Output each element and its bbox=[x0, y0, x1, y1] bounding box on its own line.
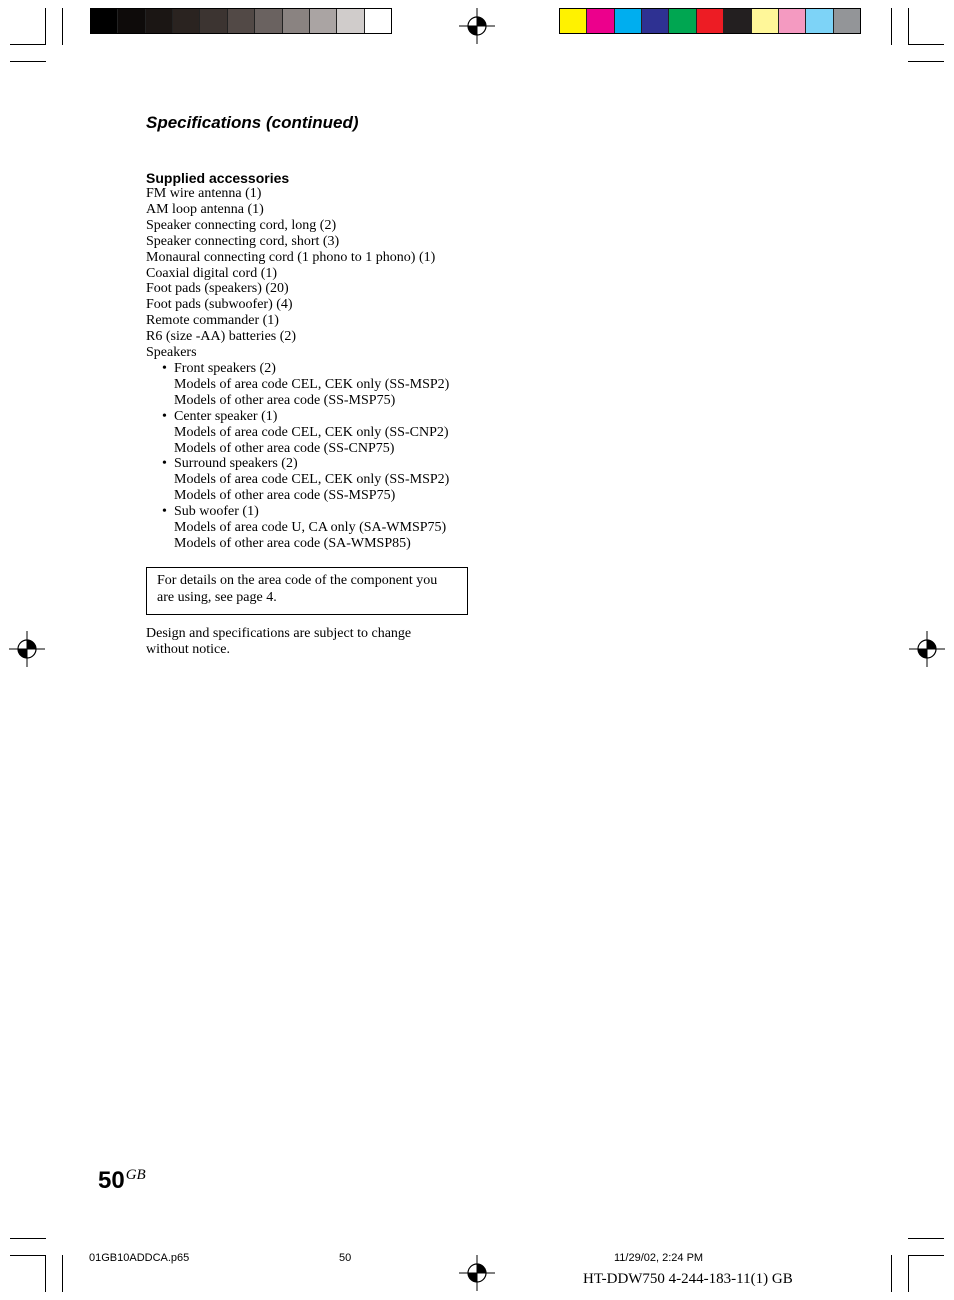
color-swatch bbox=[669, 9, 696, 33]
speaker-model: Models of area code U, CA only (SA-WMSP75) bbox=[174, 520, 447, 536]
color-swatch bbox=[255, 9, 282, 33]
color-swatch bbox=[779, 9, 806, 33]
crop-mark bbox=[908, 1255, 944, 1256]
bullet: • bbox=[162, 504, 167, 520]
speaker-item bbox=[146, 456, 476, 472]
color-swatch bbox=[173, 9, 200, 33]
crop-mark bbox=[10, 44, 46, 45]
page-number bbox=[98, 1167, 146, 1195]
list-item: AM loop antenna (1) bbox=[146, 201, 264, 217]
crop-mark bbox=[10, 1238, 46, 1239]
color-swatch bbox=[365, 9, 391, 33]
crop-mark bbox=[62, 1255, 63, 1292]
speaker-item bbox=[146, 409, 476, 425]
color-swatch bbox=[283, 9, 310, 33]
speaker-model: Models of area code CEL, CEK only (SS-MSP2) bbox=[174, 472, 450, 488]
color-swatch bbox=[642, 9, 669, 33]
color-swatch bbox=[560, 9, 587, 33]
footer-model-code: HT-DDW750 4-244-183-11(1) GB bbox=[583, 1271, 793, 1287]
speaker-name: Front speakers (2) bbox=[174, 360, 276, 376]
speaker-item bbox=[146, 361, 476, 377]
color-swatch bbox=[752, 9, 779, 33]
speaker-model: Models of area code CEL, CEK only (SS-MSP2) bbox=[174, 376, 450, 392]
color-swatch bbox=[91, 9, 118, 33]
page-number-suffix: GB bbox=[125, 1167, 146, 1183]
crop-mark bbox=[908, 61, 944, 62]
list-item: Speaker connecting cord, long (2) bbox=[146, 217, 337, 233]
color-swatch bbox=[200, 9, 227, 33]
color-swatch bbox=[118, 9, 145, 33]
color-swatch bbox=[228, 9, 255, 33]
speaker-model: Models of other area code (SA-WMSP85) bbox=[174, 535, 411, 551]
speaker-name: Sub woofer (1) bbox=[174, 504, 259, 520]
crop-mark bbox=[10, 61, 46, 62]
crop-mark bbox=[908, 1238, 944, 1239]
crop-mark bbox=[908, 8, 909, 45]
color-swatch bbox=[615, 9, 642, 33]
list-item: Foot pads (speakers) (20) bbox=[146, 281, 289, 297]
crop-mark bbox=[891, 1255, 892, 1292]
crop-mark bbox=[62, 8, 63, 45]
list-item: Foot pads (subwoofer) (4) bbox=[146, 297, 293, 313]
area-code-note: For details on the area code of the component you are using, see page 4. bbox=[146, 567, 468, 615]
bullet: • bbox=[162, 456, 167, 472]
speaker-model: Models of other area code (SS-MSP75) bbox=[174, 488, 396, 504]
color-swatch bbox=[834, 9, 860, 33]
color-swatch bbox=[806, 9, 833, 33]
bullet: • bbox=[162, 360, 167, 376]
section-title: Specifications (continued) bbox=[146, 113, 359, 132]
crop-mark bbox=[10, 1255, 46, 1256]
color-swatch bbox=[697, 9, 724, 33]
list-item: Remote commander (1) bbox=[146, 313, 279, 329]
footer-page-number: 50 bbox=[339, 1252, 352, 1264]
disclaimer-text: Design and specifications are subject to change without notice. bbox=[146, 626, 412, 657]
list-item: R6 (size -AA) batteries (2) bbox=[146, 329, 297, 345]
speaker-model: Models of other area code (SS-CNP75) bbox=[174, 440, 395, 456]
color-swatch bbox=[587, 9, 614, 33]
accessories-list bbox=[146, 186, 476, 552]
list-item: Speaker connecting cord, short (3) bbox=[146, 233, 340, 249]
color-swatch bbox=[310, 9, 337, 33]
color-swatch bbox=[337, 9, 364, 33]
registration-mark-icon bbox=[459, 1255, 495, 1291]
page-number-value: 50 bbox=[98, 1167, 125, 1194]
color-swatch bbox=[146, 9, 173, 33]
process-color-bar bbox=[559, 8, 861, 34]
list-item: Coaxial digital cord (1) bbox=[146, 265, 278, 281]
speaker-item bbox=[146, 504, 476, 520]
list-item: Monaural connecting cord (1 phono to 1 phono) (1) bbox=[146, 249, 436, 265]
registration-mark-icon bbox=[9, 631, 45, 667]
list-item: Speakers bbox=[146, 345, 197, 361]
bullet: • bbox=[162, 408, 167, 424]
footer-file-name: 01GB10ADDCA.p65 bbox=[89, 1252, 190, 1264]
color-swatch bbox=[724, 9, 751, 33]
footer-date: 11/29/02, 2:24 PM bbox=[614, 1252, 704, 1264]
list-item: FM wire antenna (1) bbox=[146, 186, 262, 201]
crop-mark bbox=[45, 1255, 46, 1292]
speaker-model: Models of area code CEL, CEK only (SS-CNP2) bbox=[174, 424, 449, 440]
crop-mark bbox=[908, 1255, 909, 1292]
accessories-heading: Supplied accessories bbox=[146, 170, 290, 186]
speaker-name: Surround speakers (2) bbox=[174, 456, 298, 472]
registration-mark-icon bbox=[459, 8, 495, 44]
registration-mark-icon bbox=[909, 631, 945, 667]
speaker-model: Models of other area code (SS-MSP75) bbox=[174, 392, 396, 408]
grayscale-color-bar bbox=[90, 8, 392, 34]
speaker-name: Center speaker (1) bbox=[174, 408, 278, 424]
crop-mark bbox=[891, 8, 892, 45]
crop-mark bbox=[908, 44, 944, 45]
crop-mark bbox=[45, 8, 46, 45]
